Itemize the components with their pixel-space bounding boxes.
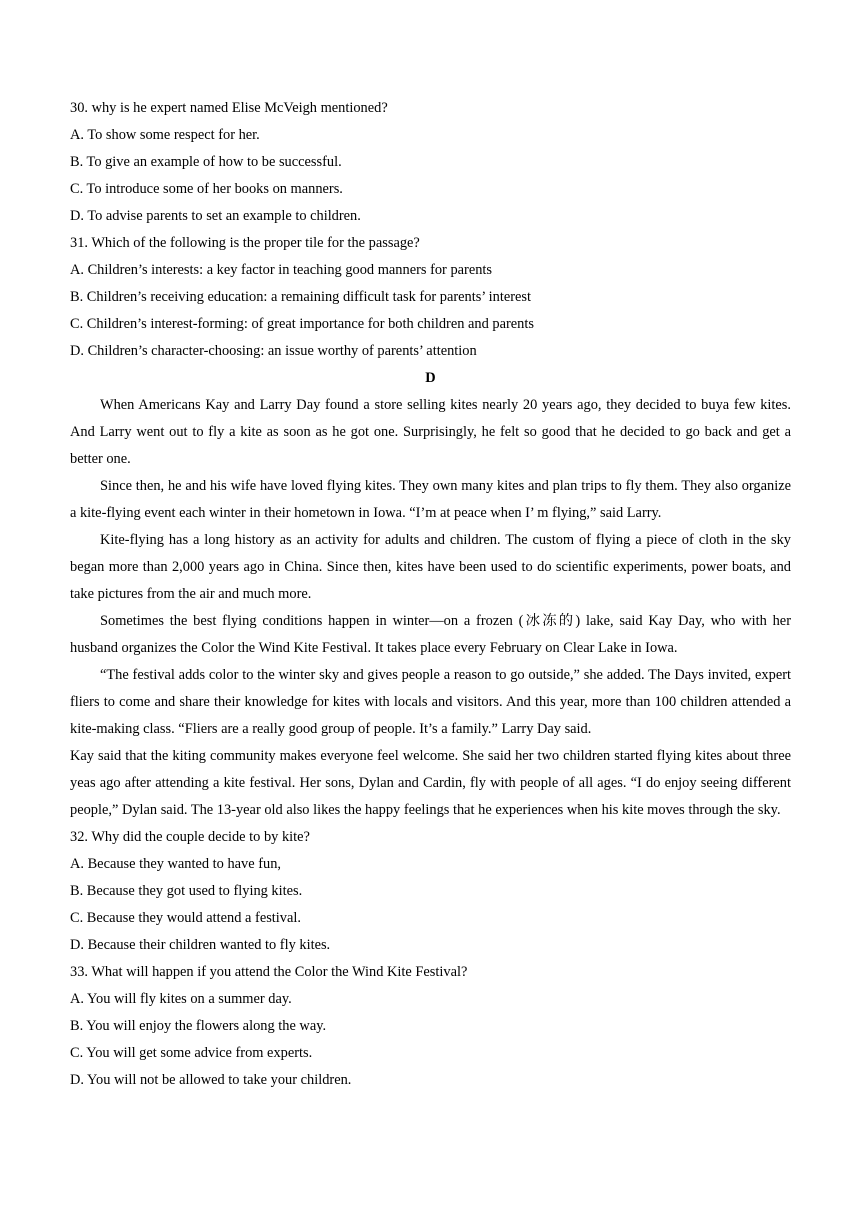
- answer-option-d: D. You will not be allowed to take your children.: [70, 1072, 352, 1088]
- question-stem: 33. What will happen if you attend the Color the Wind Kite Festival?: [70, 964, 468, 980]
- answer-option-c: C. To introduce some of her books on manners.: [70, 181, 343, 197]
- answer-option-d: D. Children’s character-choosing: an issue worthy of parents’ attention: [70, 343, 477, 359]
- question-32: [70, 824, 791, 959]
- passage-paragraph: Sometimes the best flying conditions happen in winter—on a frozen (冰冻的) lake, said Kay Day, who with her husband organizes the Color the Wind Kite Festival. It takes place every February on Clear Lake in Iowa.: [70, 613, 791, 656]
- answer-option-c: C. Because they would attend a festival.: [70, 910, 301, 926]
- passage-paragraph: Kite-flying has a long history as an activity for adults and children. The custom of flying a piece of cloth in the sky began more than 2,000 years ago in China. Since then, kites have been used to do scientific experiments, power boats, and take pictures from the air and much more.: [70, 532, 791, 602]
- passage-paragraph: “The festival adds color to the winter sky and gives people a reason to go outside,” she added. The Days invited, expert fliers to come and share their knowledge for kites with locals and visitors. And this year, more than 100 children attended a kite-making class. “Fliers are a really good group of people. It’s a family.” Larry Day said.: [70, 667, 791, 737]
- answer-option-b: B. Children’s receiving education: a remaining difficult task for parents’ interest: [70, 289, 532, 305]
- question-stem: 30. why is he expert named Elise McVeigh mentioned?: [70, 100, 388, 116]
- answer-option-b: B. You will enjoy the flowers along the way.: [70, 1018, 327, 1034]
- question-30: [70, 95, 791, 230]
- answer-option-c: C. You will get some advice from experts.: [70, 1045, 313, 1061]
- answer-option-b: B. Because they got used to flying kites.: [70, 883, 303, 899]
- passage-d: [70, 365, 791, 824]
- passage-paragraph: Since then, he and his wife have loved flying kites. They own many kites and plan trips to fly them. They also organize a kite-flying event each winter in their hometown in Iowa. “I’m at peace when I’ m flying,” said Larry.: [70, 478, 791, 521]
- answer-option-a: A. Because they wanted to have fun,: [70, 856, 281, 872]
- answer-option-d: D. To advise parents to set an example to children.: [70, 208, 361, 224]
- passage-paragraph: Kay said that the kiting community makes everyone feel welcome. She said her two children started flying kites about three yeas ago after attending a kite festival. Her sons, Dylan and Cardin, fly with people of all ages. “I do enjoy seeing different people,” Dylan said. The 13-year old also likes the happy feelings that he experiences when his kite moves through the sky.: [70, 748, 791, 818]
- page-content: [70, 95, 791, 1094]
- question-31: [70, 230, 791, 365]
- passage-paragraph: When Americans Kay and Larry Day found a store selling kites nearly 20 years ago, they decided to buya few kites. And Larry went out to fly a kite as soon as he got one. Surprisingly, he felt so good that he decided to go back and get a better one.: [70, 397, 791, 467]
- section-heading: D: [425, 370, 436, 386]
- answer-option-a: A. To show some respect for her.: [70, 127, 260, 143]
- question-stem: 32. Why did the couple decide to by kite?: [70, 829, 310, 845]
- answer-option-d: D. Because their children wanted to fly kites.: [70, 937, 331, 953]
- answer-option-a: A. Children’s interests: a key factor in teaching good manners for parents: [70, 262, 493, 278]
- answer-option-c: C. Children’s interest-forming: of great importance for both children and parents: [70, 316, 534, 332]
- question-33: [70, 959, 791, 1094]
- question-stem: 31. Which of the following is the proper tile for the passage?: [70, 235, 420, 251]
- answer-option-b: B. To give an example of how to be successful.: [70, 154, 342, 170]
- answer-option-a: A. You will fly kites on a summer day.: [70, 991, 292, 1007]
